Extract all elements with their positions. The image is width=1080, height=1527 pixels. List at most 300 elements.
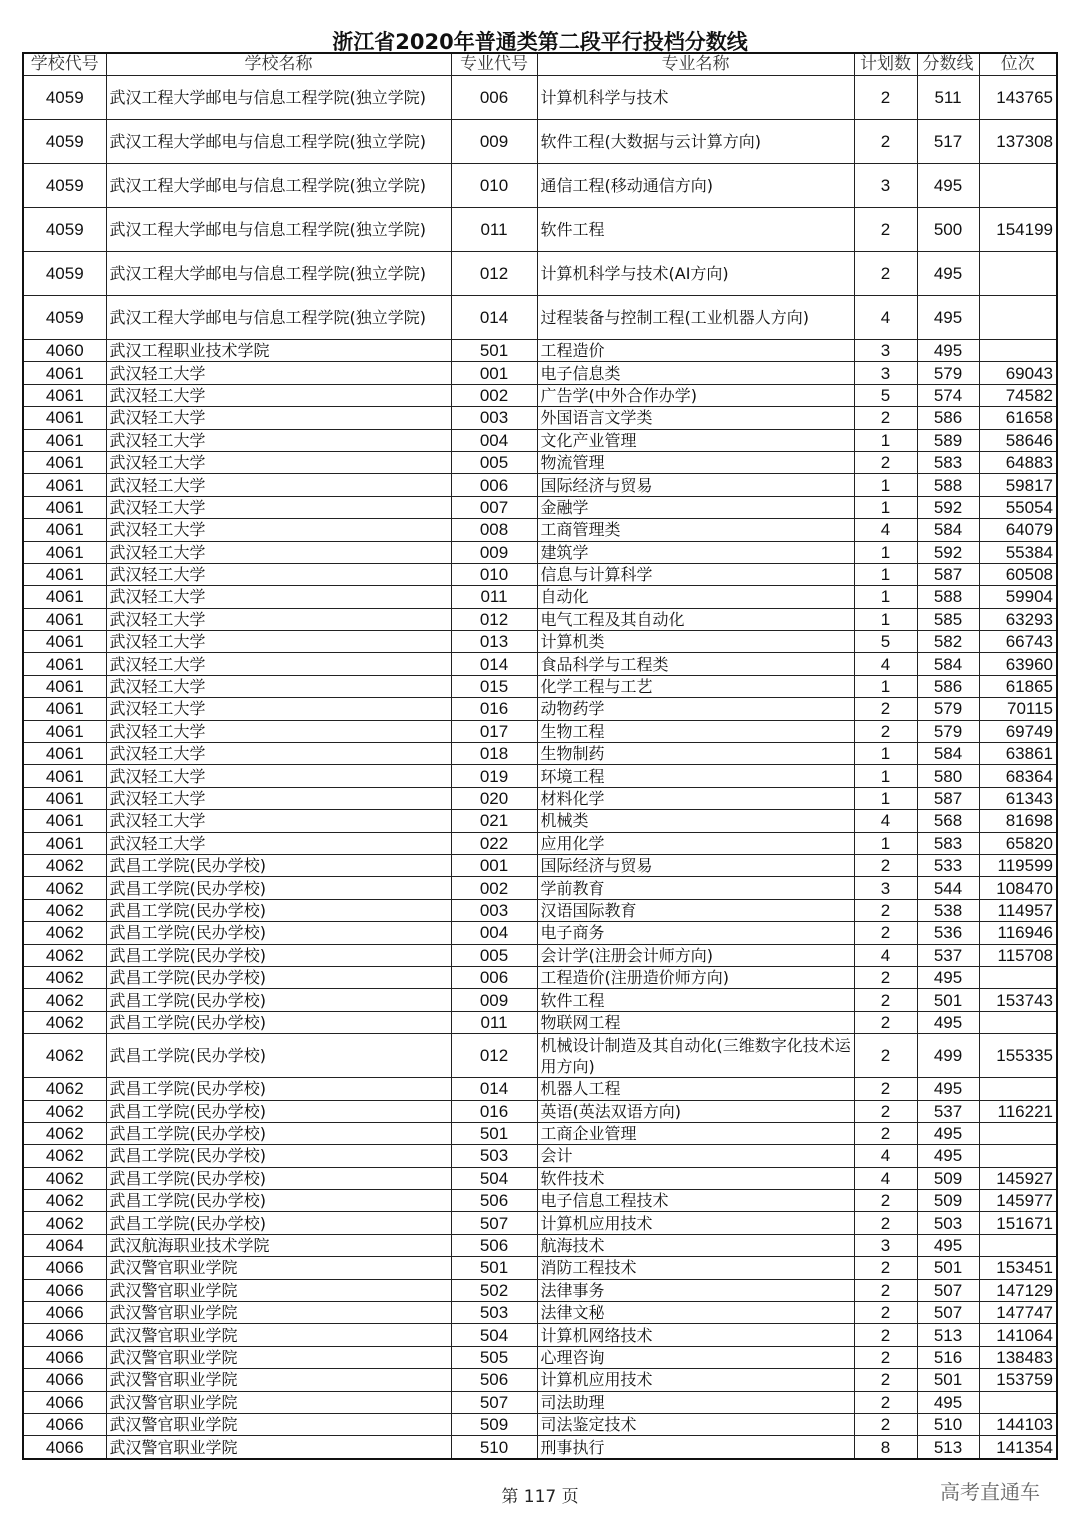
cell-school-name: 武昌工学院(民办学校) bbox=[106, 966, 451, 988]
cell-score-line: 495 bbox=[917, 296, 979, 340]
cell-plan-count: 3 bbox=[854, 340, 917, 362]
cell-score-line: 537 bbox=[917, 1100, 979, 1122]
cell-rank: 59817 bbox=[979, 474, 1057, 496]
cell-rank: 119599 bbox=[979, 854, 1057, 876]
cell-major-code: 021 bbox=[451, 810, 537, 832]
cell-rank: 74582 bbox=[979, 384, 1057, 406]
cell-school-name: 武昌工学院(民办学校) bbox=[106, 854, 451, 876]
cell-school-code: 4062 bbox=[23, 1100, 106, 1122]
cell-plan-count: 2 bbox=[854, 208, 917, 252]
cell-school-name: 武昌工学院(民办学校) bbox=[106, 989, 451, 1011]
table-row bbox=[23, 519, 1057, 541]
cell-school-code: 4061 bbox=[23, 519, 106, 541]
table-row bbox=[23, 1122, 1057, 1144]
cell-school-name: 武汉警官职业学院 bbox=[106, 1369, 451, 1391]
cell-rank: 64079 bbox=[979, 519, 1057, 541]
cell-school-name: 武昌工学院(民办学校) bbox=[106, 899, 451, 921]
cell-major-name: 生物工程 bbox=[537, 720, 854, 742]
cell-school-name: 武昌工学院(民办学校) bbox=[106, 944, 451, 966]
cell-score-line: 538 bbox=[917, 899, 979, 921]
cell-plan-count: 2 bbox=[854, 854, 917, 876]
cell-score-line: 509 bbox=[917, 1167, 979, 1189]
cell-plan-count: 1 bbox=[854, 743, 917, 765]
cell-school-code: 4059 bbox=[23, 252, 106, 296]
table-row bbox=[23, 451, 1057, 473]
cell-score-line: 588 bbox=[917, 474, 979, 496]
cell-rank: 69043 bbox=[979, 362, 1057, 384]
cell-school-name: 武汉轻工大学 bbox=[106, 563, 451, 585]
cell-major-code: 008 bbox=[451, 519, 537, 541]
cell-major-name: 航海技术 bbox=[537, 1234, 854, 1256]
cell-major-name: 化学工程与工艺 bbox=[537, 675, 854, 697]
cell-major-name: 计算机科学与技术 bbox=[537, 76, 854, 120]
cell-plan-count: 2 bbox=[854, 922, 917, 944]
cell-score-line: 501 bbox=[917, 1257, 979, 1279]
cell-major-code: 504 bbox=[451, 1324, 537, 1346]
cell-school-name: 武汉轻工大学 bbox=[106, 362, 451, 384]
header-score-line: 分数线 bbox=[917, 53, 979, 76]
cell-major-code: 005 bbox=[451, 451, 537, 473]
cell-score-line: 495 bbox=[917, 164, 979, 208]
cell-major-code: 503 bbox=[451, 1145, 537, 1167]
cell-score-line: 510 bbox=[917, 1413, 979, 1435]
table-row bbox=[23, 765, 1057, 787]
cell-major-name: 电气工程及其自动化 bbox=[537, 608, 854, 630]
cell-score-line: 495 bbox=[917, 1122, 979, 1144]
table-row bbox=[23, 787, 1057, 809]
cell-major-name: 金融学 bbox=[537, 496, 854, 518]
cell-score-line: 574 bbox=[917, 384, 979, 406]
cell-rank: 66743 bbox=[979, 631, 1057, 653]
header-rank: 位次 bbox=[979, 53, 1057, 76]
cell-major-name: 软件工程 bbox=[537, 989, 854, 1011]
cell-rank: 63960 bbox=[979, 653, 1057, 675]
cell-score-line: 587 bbox=[917, 563, 979, 585]
cell-school-code: 4059 bbox=[23, 76, 106, 120]
cell-major-code: 011 bbox=[451, 208, 537, 252]
table-row bbox=[23, 384, 1057, 406]
table-row bbox=[23, 1279, 1057, 1301]
cell-school-code: 4061 bbox=[23, 541, 106, 563]
cell-rank: 147129 bbox=[979, 1279, 1057, 1301]
cell-major-name: 电子商务 bbox=[537, 922, 854, 944]
header-plan-count: 计划数 bbox=[854, 53, 917, 76]
cell-plan-count: 2 bbox=[854, 1302, 917, 1324]
cell-school-code: 4066 bbox=[23, 1257, 106, 1279]
cell-school-name: 武汉轻工大学 bbox=[106, 541, 451, 563]
cell-school-code: 4061 bbox=[23, 362, 106, 384]
cell-major-name: 国际经济与贸易 bbox=[537, 854, 854, 876]
cell-plan-count: 1 bbox=[854, 429, 917, 451]
header-school-code: 学校代号 bbox=[23, 53, 106, 76]
cell-score-line: 568 bbox=[917, 810, 979, 832]
cell-major-name: 机器人工程 bbox=[537, 1078, 854, 1100]
cell-school-name: 武汉工程大学邮电与信息工程学院(独立学院) bbox=[106, 208, 451, 252]
cell-major-code: 506 bbox=[451, 1190, 537, 1212]
cell-score-line: 501 bbox=[917, 1369, 979, 1391]
cell-rank: 155335 bbox=[979, 1034, 1057, 1078]
cell-score-line: 500 bbox=[917, 208, 979, 252]
cell-rank: 61658 bbox=[979, 407, 1057, 429]
cell-major-name: 食品科学与工程类 bbox=[537, 653, 854, 675]
cell-plan-count: 2 bbox=[854, 1369, 917, 1391]
cell-plan-count: 1 bbox=[854, 787, 917, 809]
cell-rank: 147747 bbox=[979, 1302, 1057, 1324]
header-major-name: 专业名称 bbox=[537, 53, 854, 76]
cell-major-code: 001 bbox=[451, 854, 537, 876]
cell-school-code: 4061 bbox=[23, 810, 106, 832]
cell-school-code: 4059 bbox=[23, 164, 106, 208]
cell-rank bbox=[979, 966, 1057, 988]
cell-plan-count: 3 bbox=[854, 164, 917, 208]
cell-plan-count: 2 bbox=[854, 1190, 917, 1212]
cell-rank: 63293 bbox=[979, 608, 1057, 630]
cell-school-name: 武汉警官职业学院 bbox=[106, 1436, 451, 1459]
cell-school-name: 武汉警官职业学院 bbox=[106, 1302, 451, 1324]
cell-school-name: 武汉轻工大学 bbox=[106, 519, 451, 541]
cell-school-code: 4061 bbox=[23, 429, 106, 451]
cell-rank: 68364 bbox=[979, 765, 1057, 787]
cell-school-code: 4062 bbox=[23, 989, 106, 1011]
cell-school-code: 4062 bbox=[23, 966, 106, 988]
cell-major-code: 010 bbox=[451, 563, 537, 585]
cell-school-code: 4066 bbox=[23, 1436, 106, 1459]
table-row bbox=[23, 252, 1057, 296]
cell-score-line: 585 bbox=[917, 608, 979, 630]
table-row bbox=[23, 675, 1057, 697]
cell-plan-count: 2 bbox=[854, 1257, 917, 1279]
cell-rank: 55054 bbox=[979, 496, 1057, 518]
cell-rank: 116221 bbox=[979, 1100, 1057, 1122]
cell-major-name: 心理咨询 bbox=[537, 1346, 854, 1368]
cell-major-code: 506 bbox=[451, 1369, 537, 1391]
cell-score-line: 584 bbox=[917, 743, 979, 765]
cell-school-name: 武汉轻工大学 bbox=[106, 832, 451, 854]
cell-plan-count: 4 bbox=[854, 653, 917, 675]
cell-rank bbox=[979, 1234, 1057, 1256]
cell-score-line: 584 bbox=[917, 519, 979, 541]
cell-major-name: 机械设计制造及其自动化(三维数字化技术运用方向) bbox=[537, 1034, 854, 1078]
cell-school-code: 4061 bbox=[23, 474, 106, 496]
cell-score-line: 513 bbox=[917, 1324, 979, 1346]
cell-rank: 108470 bbox=[979, 877, 1057, 899]
cell-major-name: 司法助理 bbox=[537, 1391, 854, 1413]
cell-school-name: 武汉轻工大学 bbox=[106, 429, 451, 451]
cell-school-code: 4062 bbox=[23, 944, 106, 966]
cell-major-code: 009 bbox=[451, 541, 537, 563]
cell-school-code: 4066 bbox=[23, 1324, 106, 1346]
cell-rank: 70115 bbox=[979, 698, 1057, 720]
cell-school-name: 武昌工学院(民办学校) bbox=[106, 1011, 451, 1033]
cell-major-name: 环境工程 bbox=[537, 765, 854, 787]
cell-school-code: 4062 bbox=[23, 1190, 106, 1212]
cell-school-name: 武汉轻工大学 bbox=[106, 720, 451, 742]
cell-score-line: 517 bbox=[917, 120, 979, 164]
cell-score-line: 495 bbox=[917, 1145, 979, 1167]
watermark: 高考直通车 bbox=[940, 1480, 1040, 1504]
cell-rank bbox=[979, 1078, 1057, 1100]
cell-major-code: 502 bbox=[451, 1279, 537, 1301]
cell-plan-count: 2 bbox=[854, 1346, 917, 1368]
cell-major-code: 014 bbox=[451, 296, 537, 340]
cell-rank bbox=[979, 340, 1057, 362]
cell-plan-count: 1 bbox=[854, 474, 917, 496]
cell-school-code: 4061 bbox=[23, 451, 106, 473]
cell-rank: 63861 bbox=[979, 743, 1057, 765]
cell-major-name: 建筑学 bbox=[537, 541, 854, 563]
cell-major-code: 006 bbox=[451, 474, 537, 496]
cell-school-code: 4066 bbox=[23, 1413, 106, 1435]
cell-school-name: 武汉轻工大学 bbox=[106, 384, 451, 406]
cell-school-code: 4062 bbox=[23, 899, 106, 921]
cell-plan-count: 8 bbox=[854, 1436, 917, 1459]
cell-rank: 151671 bbox=[979, 1212, 1057, 1234]
cell-major-code: 504 bbox=[451, 1167, 537, 1189]
cell-school-name: 武汉警官职业学院 bbox=[106, 1279, 451, 1301]
cell-major-code: 009 bbox=[451, 989, 537, 1011]
table-row bbox=[23, 120, 1057, 164]
cell-plan-count: 2 bbox=[854, 1122, 917, 1144]
cell-score-line: 501 bbox=[917, 989, 979, 1011]
cell-rank bbox=[979, 296, 1057, 340]
cell-school-name: 武汉轻工大学 bbox=[106, 698, 451, 720]
cell-plan-count: 1 bbox=[854, 586, 917, 608]
table-row bbox=[23, 1436, 1057, 1459]
cell-plan-count: 2 bbox=[854, 1078, 917, 1100]
cell-major-code: 012 bbox=[451, 252, 537, 296]
cell-score-line: 586 bbox=[917, 675, 979, 697]
cell-major-code: 501 bbox=[451, 340, 537, 362]
cell-major-code: 507 bbox=[451, 1212, 537, 1234]
cell-school-code: 4061 bbox=[23, 765, 106, 787]
cell-plan-count: 4 bbox=[854, 944, 917, 966]
cell-major-name: 物联网工程 bbox=[537, 1011, 854, 1033]
cell-score-line: 544 bbox=[917, 877, 979, 899]
cell-score-line: 588 bbox=[917, 586, 979, 608]
cell-rank: 81698 bbox=[979, 810, 1057, 832]
table-row bbox=[23, 1145, 1057, 1167]
cell-rank: 59904 bbox=[979, 586, 1057, 608]
cell-rank: 153743 bbox=[979, 989, 1057, 1011]
cell-score-line: 589 bbox=[917, 429, 979, 451]
table-row bbox=[23, 563, 1057, 585]
cell-major-code: 013 bbox=[451, 631, 537, 653]
cell-major-code: 009 bbox=[451, 120, 537, 164]
cell-major-code: 006 bbox=[451, 966, 537, 988]
cell-school-code: 4062 bbox=[23, 1011, 106, 1033]
cell-rank: 116946 bbox=[979, 922, 1057, 944]
cell-rank: 114957 bbox=[979, 899, 1057, 921]
cell-major-code: 022 bbox=[451, 832, 537, 854]
page-number: 第 117 页 bbox=[501, 1487, 579, 1507]
cell-score-line: 495 bbox=[917, 340, 979, 362]
cell-school-name: 武汉轻工大学 bbox=[106, 787, 451, 809]
cell-rank: 153759 bbox=[979, 1369, 1057, 1391]
cell-major-name: 通信工程(移动通信方向) bbox=[537, 164, 854, 208]
cell-rank: 60508 bbox=[979, 563, 1057, 585]
header-major-code: 专业代号 bbox=[451, 53, 537, 76]
cell-major-name: 会计学(注册会计师方向) bbox=[537, 944, 854, 966]
cell-score-line: 580 bbox=[917, 765, 979, 787]
table-row bbox=[23, 340, 1057, 362]
cell-major-code: 012 bbox=[451, 1034, 537, 1078]
cell-rank: 58646 bbox=[979, 429, 1057, 451]
cell-school-code: 4066 bbox=[23, 1391, 106, 1413]
cell-school-code: 4061 bbox=[23, 675, 106, 697]
cell-major-name: 材料化学 bbox=[537, 787, 854, 809]
cell-rank: 153451 bbox=[979, 1257, 1057, 1279]
cell-major-name: 动物药学 bbox=[537, 698, 854, 720]
cell-school-name: 武汉工程大学邮电与信息工程学院(独立学院) bbox=[106, 76, 451, 120]
cell-score-line: 579 bbox=[917, 698, 979, 720]
cell-school-code: 4066 bbox=[23, 1346, 106, 1368]
cell-school-name: 武汉工程大学邮电与信息工程学院(独立学院) bbox=[106, 120, 451, 164]
cell-score-line: 583 bbox=[917, 451, 979, 473]
cell-major-name: 工商企业管理 bbox=[537, 1122, 854, 1144]
cell-school-name: 武汉警官职业学院 bbox=[106, 1391, 451, 1413]
cell-score-line: 533 bbox=[917, 854, 979, 876]
cell-plan-count: 1 bbox=[854, 541, 917, 563]
cell-school-name: 武汉轻工大学 bbox=[106, 631, 451, 653]
cell-plan-count: 4 bbox=[854, 519, 917, 541]
cell-plan-count: 3 bbox=[854, 362, 917, 384]
cell-school-code: 4059 bbox=[23, 296, 106, 340]
table-row bbox=[23, 1011, 1057, 1033]
table-row bbox=[23, 296, 1057, 340]
cell-rank: 141354 bbox=[979, 1436, 1057, 1459]
cell-school-code: 4062 bbox=[23, 1167, 106, 1189]
cell-rank: 65820 bbox=[979, 832, 1057, 854]
table-row bbox=[23, 429, 1057, 451]
cell-score-line: 579 bbox=[917, 362, 979, 384]
cell-plan-count: 2 bbox=[854, 252, 917, 296]
cell-major-code: 011 bbox=[451, 586, 537, 608]
cell-major-code: 001 bbox=[451, 362, 537, 384]
table-row bbox=[23, 1257, 1057, 1279]
cell-plan-count: 4 bbox=[854, 296, 917, 340]
cell-major-name: 计算机应用技术 bbox=[537, 1212, 854, 1234]
cell-school-name: 武汉轻工大学 bbox=[106, 586, 451, 608]
cell-school-name: 武昌工学院(民办学校) bbox=[106, 1078, 451, 1100]
cell-major-name: 电子信息类 bbox=[537, 362, 854, 384]
admission-score-table bbox=[22, 52, 1058, 1460]
cell-score-line: 516 bbox=[917, 1346, 979, 1368]
cell-major-name: 信息与计算科学 bbox=[537, 563, 854, 585]
cell-school-code: 4061 bbox=[23, 608, 106, 630]
cell-plan-count: 2 bbox=[854, 451, 917, 473]
cell-major-name: 机械类 bbox=[537, 810, 854, 832]
document-title: 浙江省2020年普通类第二段平行投档分数线 bbox=[332, 30, 748, 54]
table-row bbox=[23, 496, 1057, 518]
table-row bbox=[23, 944, 1057, 966]
cell-major-name: 软件工程(大数据与云计算方向) bbox=[537, 120, 854, 164]
cell-rank: 137308 bbox=[979, 120, 1057, 164]
cell-major-code: 017 bbox=[451, 720, 537, 742]
table-row bbox=[23, 720, 1057, 742]
cell-plan-count: 2 bbox=[854, 1100, 917, 1122]
header-school-name: 学校名称 bbox=[106, 53, 451, 76]
cell-major-code: 014 bbox=[451, 1078, 537, 1100]
cell-plan-count: 1 bbox=[854, 608, 917, 630]
cell-major-code: 005 bbox=[451, 944, 537, 966]
cell-major-code: 016 bbox=[451, 698, 537, 720]
table-row bbox=[23, 1346, 1057, 1368]
cell-major-name: 工程造价(注册造价师方向) bbox=[537, 966, 854, 988]
table-row bbox=[23, 1234, 1057, 1256]
cell-school-name: 武汉轻工大学 bbox=[106, 810, 451, 832]
cell-school-name: 武汉工程大学邮电与信息工程学院(独立学院) bbox=[106, 164, 451, 208]
table-row bbox=[23, 1302, 1057, 1324]
cell-score-line: 583 bbox=[917, 832, 979, 854]
cell-school-code: 4061 bbox=[23, 787, 106, 809]
cell-major-name: 电子信息工程技术 bbox=[537, 1190, 854, 1212]
cell-school-code: 4062 bbox=[23, 1034, 106, 1078]
cell-school-code: 4061 bbox=[23, 743, 106, 765]
cell-school-code: 4059 bbox=[23, 120, 106, 164]
table-row bbox=[23, 76, 1057, 120]
cell-major-code: 007 bbox=[451, 496, 537, 518]
cell-score-line: 584 bbox=[917, 653, 979, 675]
cell-school-code: 4061 bbox=[23, 407, 106, 429]
cell-major-code: 003 bbox=[451, 407, 537, 429]
cell-school-name: 武昌工学院(民办学校) bbox=[106, 1034, 451, 1078]
table-row bbox=[23, 966, 1057, 988]
cell-major-name: 英语(英法双语方向) bbox=[537, 1100, 854, 1122]
table-row bbox=[23, 1324, 1057, 1346]
cell-score-line: 495 bbox=[917, 966, 979, 988]
cell-school-name: 武汉警官职业学院 bbox=[106, 1413, 451, 1435]
cell-school-code: 4062 bbox=[23, 1078, 106, 1100]
cell-major-code: 019 bbox=[451, 765, 537, 787]
cell-score-line: 509 bbox=[917, 1190, 979, 1212]
cell-school-name: 武汉轻工大学 bbox=[106, 653, 451, 675]
table-row bbox=[23, 164, 1057, 208]
cell-major-name: 会计 bbox=[537, 1145, 854, 1167]
cell-major-name: 文化产业管理 bbox=[537, 429, 854, 451]
table-row bbox=[23, 586, 1057, 608]
cell-rank bbox=[979, 252, 1057, 296]
table-row bbox=[23, 1078, 1057, 1100]
cell-rank bbox=[979, 1122, 1057, 1144]
cell-school-code: 4062 bbox=[23, 1212, 106, 1234]
cell-major-name: 自动化 bbox=[537, 586, 854, 608]
table-row bbox=[23, 1212, 1057, 1234]
cell-score-line: 582 bbox=[917, 631, 979, 653]
cell-major-code: 016 bbox=[451, 1100, 537, 1122]
cell-school-name: 武汉轻工大学 bbox=[106, 496, 451, 518]
cell-school-code: 4061 bbox=[23, 720, 106, 742]
cell-plan-count: 5 bbox=[854, 384, 917, 406]
cell-plan-count: 1 bbox=[854, 832, 917, 854]
cell-plan-count: 4 bbox=[854, 810, 917, 832]
table-row bbox=[23, 208, 1057, 252]
cell-school-name: 武汉警官职业学院 bbox=[106, 1346, 451, 1368]
cell-plan-count: 2 bbox=[854, 720, 917, 742]
table-row bbox=[23, 1369, 1057, 1391]
cell-school-name: 武昌工学院(民办学校) bbox=[106, 1212, 451, 1234]
cell-major-name: 过程装备与控制工程(工业机器人方向) bbox=[537, 296, 854, 340]
table-row bbox=[23, 989, 1057, 1011]
cell-school-code: 4064 bbox=[23, 1234, 106, 1256]
cell-plan-count: 2 bbox=[854, 1011, 917, 1033]
cell-school-name: 武汉轻工大学 bbox=[106, 675, 451, 697]
cell-major-name: 软件工程 bbox=[537, 208, 854, 252]
cell-plan-count: 1 bbox=[854, 496, 917, 518]
cell-school-code: 4061 bbox=[23, 631, 106, 653]
cell-school-code: 4061 bbox=[23, 586, 106, 608]
cell-rank bbox=[979, 1011, 1057, 1033]
cell-major-code: 004 bbox=[451, 429, 537, 451]
